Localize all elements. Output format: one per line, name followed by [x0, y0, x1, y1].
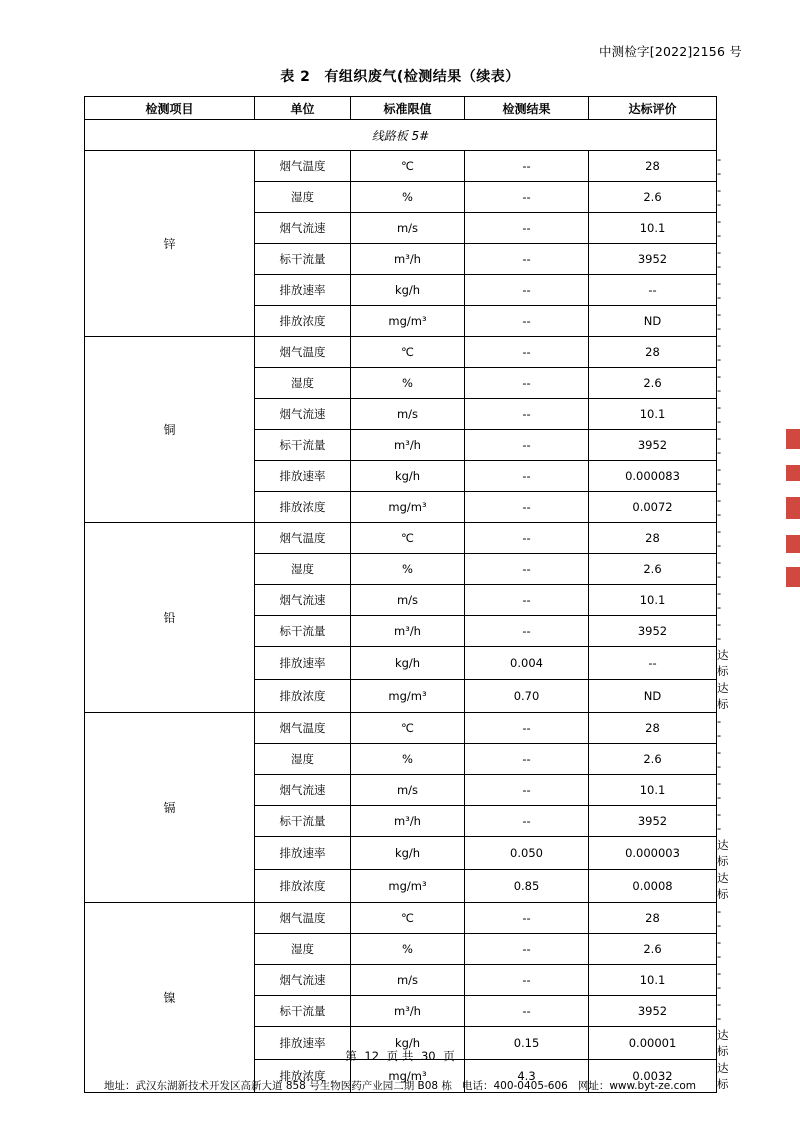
- page-number-footer: [0, 1048, 800, 1064]
- row-item-label: 烟气温度: [255, 523, 351, 554]
- row-unit: ℃: [351, 337, 465, 368]
- header-unit: 单位: [255, 97, 351, 120]
- row-item-label: 排放速率: [255, 275, 351, 306]
- footer-phone: 电话：400-0405-606: [461, 1080, 568, 1092]
- row-unit: m³/h: [351, 996, 465, 1027]
- row-limit: --: [465, 965, 589, 996]
- page-prefix: 第: [345, 1049, 357, 1063]
- row-unit: m³/h: [351, 430, 465, 461]
- page-suffix: 页: [443, 1049, 455, 1063]
- row-unit: mg/m³: [351, 1060, 465, 1093]
- footer-contact: [0, 1078, 800, 1093]
- row-unit: ℃: [351, 523, 465, 554]
- page-title: [0, 66, 800, 86]
- row-limit: 0.004: [465, 647, 589, 680]
- row-result: 28: [589, 903, 717, 934]
- row-result: 10.1: [589, 585, 717, 616]
- page-current: 12: [364, 1049, 380, 1063]
- metal-label: 铅: [85, 523, 255, 713]
- row-item-label: 烟气流速: [255, 965, 351, 996]
- table-number: 表 2: [280, 69, 311, 85]
- row-unit: m³/h: [351, 616, 465, 647]
- header-item: 检测项目: [85, 97, 255, 120]
- header-result: 检测结果: [465, 97, 589, 120]
- row-item-label: 湿度: [255, 368, 351, 399]
- row-limit: --: [465, 744, 589, 775]
- table-row: 湿度 % -- 2.6 --: [85, 554, 717, 585]
- row-result: 28: [589, 151, 717, 182]
- row-item-label: 排放速率: [255, 647, 351, 680]
- row-result: ND: [589, 680, 717, 713]
- row-limit: --: [465, 996, 589, 1027]
- row-unit: %: [351, 368, 465, 399]
- row-unit: %: [351, 744, 465, 775]
- table-row: 镍 烟气温度 ℃ -- 28 --: [85, 903, 717, 934]
- row-result: 2.6: [589, 182, 717, 213]
- row-limit: 0.85: [465, 870, 589, 903]
- table-body: [85, 120, 729, 1093]
- row-unit: %: [351, 554, 465, 585]
- row-item-label: 烟气流速: [255, 775, 351, 806]
- group-label: 线路板 5#: [85, 120, 717, 151]
- row-unit: mg/m³: [351, 492, 465, 523]
- row-limit: 4.3: [465, 1060, 589, 1093]
- row-limit: --: [465, 182, 589, 213]
- row-item-label: 湿度: [255, 744, 351, 775]
- table-row: 标干流量 m³/h -- 3952 --: [85, 430, 717, 461]
- table-row: 排放速率 kg/h 0.004 -- 达标: [85, 647, 717, 680]
- row-item-label: 湿度: [255, 182, 351, 213]
- row-unit: m/s: [351, 213, 465, 244]
- row-result: 10.1: [589, 399, 717, 430]
- header-limit: 标准限值: [351, 97, 465, 120]
- row-unit: kg/h: [351, 1027, 465, 1060]
- row-unit: m/s: [351, 399, 465, 430]
- row-item-label: 排放速率: [255, 837, 351, 870]
- row-limit: --: [465, 275, 589, 306]
- table-row: 烟气流速 m/s -- 10.1 --: [85, 399, 717, 430]
- row-limit: --: [465, 368, 589, 399]
- row-result: 3952: [589, 616, 717, 647]
- row-item-label: 湿度: [255, 554, 351, 585]
- row-result: 3952: [589, 806, 717, 837]
- row-limit: --: [465, 492, 589, 523]
- metal-label: 镍: [85, 903, 255, 1093]
- row-result: 2.6: [589, 554, 717, 585]
- row-limit: --: [465, 554, 589, 585]
- row-limit: --: [465, 523, 589, 554]
- table-row: 标干流量 m³/h -- 3952 --: [85, 806, 717, 837]
- row-limit: --: [465, 306, 589, 337]
- table-row: 排放速率 kg/h 0.050 0.000003 达标: [85, 837, 717, 870]
- row-result: 3952: [589, 996, 717, 1027]
- row-item-label: 排放速率: [255, 1027, 351, 1060]
- table-row: 标干流量 m³/h -- 3952 --: [85, 996, 717, 1027]
- table-row: 排放速率 kg/h -- 0.000083 --: [85, 461, 717, 492]
- row-item-label: 标干流量: [255, 430, 351, 461]
- row-item-label: 标干流量: [255, 996, 351, 1027]
- table-row: 湿度 % -- 2.6 --: [85, 934, 717, 965]
- row-item-label: 烟气温度: [255, 151, 351, 182]
- table-row: 烟气流速 m/s -- 10.1 --: [85, 775, 717, 806]
- table-row: 铜 烟气温度 ℃ -- 28 --: [85, 337, 717, 368]
- table-row: 标干流量 m³/h -- 3952 --: [85, 244, 717, 275]
- table-row: 排放浓度 mg/m³ -- 0.0072 --: [85, 492, 717, 523]
- row-result: 0.00001: [589, 1027, 717, 1060]
- row-item-label: 湿度: [255, 934, 351, 965]
- row-limit: --: [465, 806, 589, 837]
- row-unit: kg/h: [351, 275, 465, 306]
- row-item-label: 排放速率: [255, 461, 351, 492]
- row-result: 2.6: [589, 934, 717, 965]
- row-item-label: 烟气温度: [255, 337, 351, 368]
- row-item-label: 排放浓度: [255, 680, 351, 713]
- row-result: 3952: [589, 244, 717, 275]
- row-result: 28: [589, 713, 717, 744]
- row-limit: 0.70: [465, 680, 589, 713]
- row-unit: %: [351, 934, 465, 965]
- table-row: 湿度 % -- 2.6 --: [85, 744, 717, 775]
- row-unit: mg/m³: [351, 306, 465, 337]
- row-unit: m/s: [351, 965, 465, 996]
- group-header-row: [85, 120, 717, 151]
- row-result: 0.0008: [589, 870, 717, 903]
- row-limit: --: [465, 213, 589, 244]
- page-total: 30: [420, 1049, 436, 1063]
- row-unit: m/s: [351, 775, 465, 806]
- row-result: 28: [589, 337, 717, 368]
- row-limit: --: [465, 399, 589, 430]
- row-limit: --: [465, 461, 589, 492]
- row-item-label: 标干流量: [255, 806, 351, 837]
- header-eval: 达标评价: [589, 97, 717, 120]
- table-row: 烟气流速 m/s -- 10.1 --: [85, 585, 717, 616]
- row-unit: %: [351, 182, 465, 213]
- row-limit: --: [465, 713, 589, 744]
- row-item-label: 烟气流速: [255, 399, 351, 430]
- row-limit: --: [465, 430, 589, 461]
- row-limit: --: [465, 934, 589, 965]
- row-limit: --: [465, 585, 589, 616]
- row-unit: m³/h: [351, 244, 465, 275]
- seal-stamp-edge: [782, 425, 800, 595]
- row-unit: kg/h: [351, 461, 465, 492]
- row-limit: 0.15: [465, 1027, 589, 1060]
- row-item-label: 标干流量: [255, 244, 351, 275]
- row-limit: --: [465, 775, 589, 806]
- row-unit: ℃: [351, 151, 465, 182]
- row-result: --: [589, 647, 717, 680]
- row-item-label: 标干流量: [255, 616, 351, 647]
- table-row: 排放速率 kg/h 0.15 0.00001 达标: [85, 1027, 717, 1060]
- footer-website: 网址：www.byt-ze.com: [577, 1080, 696, 1092]
- row-unit: m³/h: [351, 806, 465, 837]
- row-result: 0.000083: [589, 461, 717, 492]
- row-item-label: 排放浓度: [255, 1060, 351, 1093]
- row-item-label: 烟气流速: [255, 213, 351, 244]
- table-title-text: 有组织废气(检测结果（续表）: [324, 69, 520, 85]
- row-unit: mg/m³: [351, 870, 465, 903]
- row-limit: --: [465, 151, 589, 182]
- table-row: 镉 烟气温度 ℃ -- 28 --: [85, 713, 717, 744]
- row-item-label: 烟气温度: [255, 713, 351, 744]
- row-limit: --: [465, 244, 589, 275]
- footer-address: 地址：武汉东湖新技术开发区高新大道 858 号生物医药产业园二期 B08 栋: [103, 1080, 452, 1092]
- row-item-label: 排放浓度: [255, 492, 351, 523]
- row-unit: mg/m³: [351, 680, 465, 713]
- row-unit: ℃: [351, 903, 465, 934]
- row-limit: --: [465, 616, 589, 647]
- metal-label: 锌: [85, 151, 255, 337]
- row-result: 0.0032: [589, 1060, 717, 1093]
- row-result: 10.1: [589, 775, 717, 806]
- table-row: 排放浓度 mg/m³ -- ND --: [85, 306, 717, 337]
- row-item-label: 排放浓度: [255, 870, 351, 903]
- table-row: 湿度 % -- 2.6 --: [85, 368, 717, 399]
- row-limit: --: [465, 903, 589, 934]
- row-result: 2.6: [589, 744, 717, 775]
- row-unit: ℃: [351, 713, 465, 744]
- row-result: 28: [589, 523, 717, 554]
- page-mid: 页 共: [386, 1049, 414, 1063]
- row-result: 3952: [589, 430, 717, 461]
- row-unit: kg/h: [351, 837, 465, 870]
- row-result: 2.6: [589, 368, 717, 399]
- table-row: 排放浓度 mg/m³ 0.85 0.0008 达标: [85, 870, 717, 903]
- row-result: ND: [589, 306, 717, 337]
- row-result: 10.1: [589, 965, 717, 996]
- table-row: 湿度 % -- 2.6 --: [85, 182, 717, 213]
- metal-label: 铜: [85, 337, 255, 523]
- row-limit: --: [465, 337, 589, 368]
- row-unit: m/s: [351, 585, 465, 616]
- row-limit: 0.050: [465, 837, 589, 870]
- metal-label: 镉: [85, 713, 255, 903]
- table-row: 铅 烟气温度 ℃ -- 28 --: [85, 523, 717, 554]
- table-row: 标干流量 m³/h -- 3952 --: [85, 616, 717, 647]
- row-result: 10.1: [589, 213, 717, 244]
- table-row: 烟气流速 m/s -- 10.1 --: [85, 213, 717, 244]
- row-result: 0.0072: [589, 492, 717, 523]
- row-unit: kg/h: [351, 647, 465, 680]
- table-row: 排放浓度 mg/m³ 4.3 0.0032 达标: [85, 1060, 717, 1093]
- row-item-label: 烟气温度: [255, 903, 351, 934]
- results-table: [84, 96, 729, 1093]
- row-result: 0.000003: [589, 837, 717, 870]
- table-row: 排放速率 kg/h -- -- --: [85, 275, 717, 306]
- table-header-row: [85, 97, 717, 120]
- table-row: 排放浓度 mg/m³ 0.70 ND 达标: [85, 680, 717, 713]
- document-code: 中测检字[2022]2156 号: [598, 44, 742, 59]
- table-row: 锌 烟气温度 ℃ -- 28 --: [85, 151, 717, 182]
- table-row: 烟气流速 m/s -- 10.1 --: [85, 965, 717, 996]
- row-result: --: [589, 275, 717, 306]
- row-item-label: 烟气流速: [255, 585, 351, 616]
- row-item-label: 排放浓度: [255, 306, 351, 337]
